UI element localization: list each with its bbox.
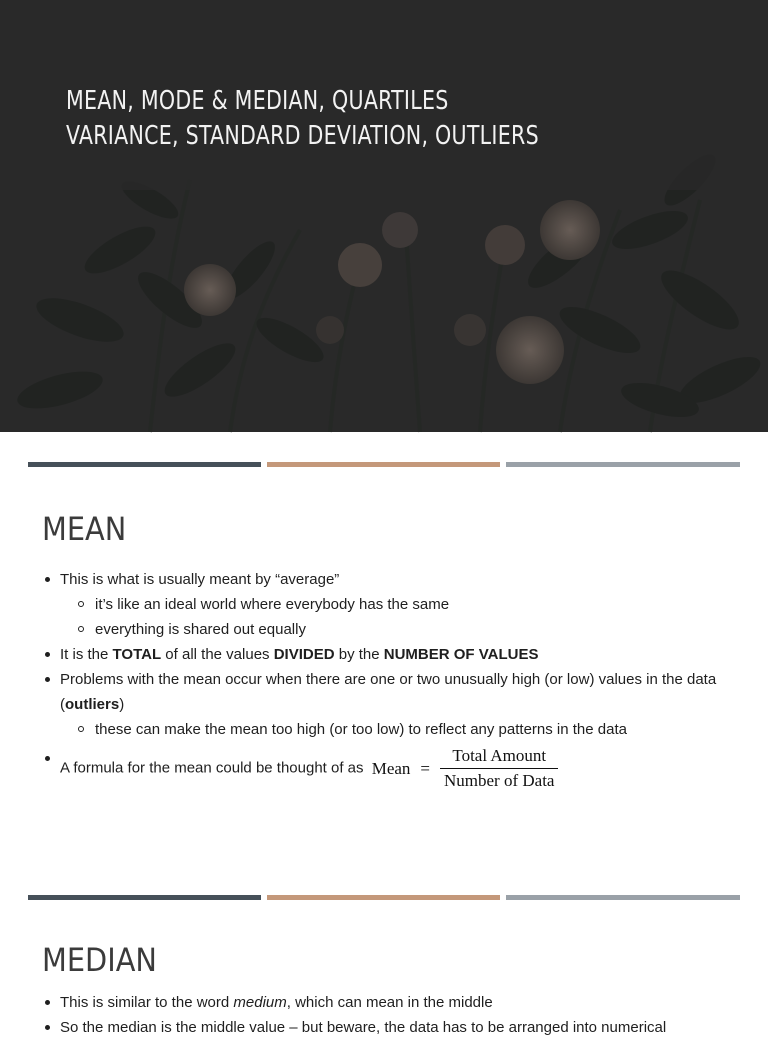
bullet-text: It is the [60, 646, 113, 663]
bullet-text: by the [334, 646, 384, 663]
formula-lhs: Mean [371, 759, 411, 778]
bullet-text: these can make the mean too high (or too low) to reflect any patterns in the data [95, 721, 627, 738]
bold-term: NUMBER OF VALUES [383, 646, 539, 663]
divider-bar-dark [28, 462, 261, 467]
list-item [42, 642, 742, 667]
floral-background-image [0, 0, 768, 432]
bullet-text: This is similar to the word [60, 994, 234, 1011]
list-item [42, 746, 742, 791]
formula-fraction [440, 746, 558, 791]
list-item [42, 717, 742, 742]
title-line-2: VARIANCE, STANDARD DEVIATION, OUTLIERS [66, 121, 539, 151]
list-item [42, 667, 742, 717]
formula-equals: = [420, 759, 431, 778]
mean-bullet-list [42, 567, 742, 791]
list-item [42, 990, 742, 1015]
title-line-1: MEAN, MODE & MEDIAN, QUARTILES [66, 86, 449, 116]
list-item [42, 617, 742, 642]
divider-bar-grey [506, 462, 740, 467]
bullet-text: everything is shared out equally [95, 621, 306, 638]
bullet-text: This is what is usually meant by “average” [60, 571, 340, 588]
bullet-text: ) [119, 696, 125, 713]
divider-bar-tan [267, 462, 500, 467]
bullet-text: Problems with the mean occur when there are one or two unusually high (or low) values in the data ( [60, 671, 717, 713]
divider-bar-dark [28, 895, 261, 900]
bullet-text: it’s like an ideal world where everybody has the same [95, 596, 450, 613]
divider-bars [28, 462, 740, 467]
median-bullet-list [42, 990, 742, 1036]
bullet-text: So the median is the middle value – but beware, the data has to be arranged into numerical [60, 1019, 667, 1036]
divider-bar-tan [267, 895, 500, 900]
formula-numerator: Total Amount [440, 746, 558, 769]
bullet-text: A formula for the mean could be thought of as [60, 759, 364, 777]
list-item [42, 567, 742, 592]
title-slide [0, 0, 768, 432]
list-item [42, 592, 742, 617]
bold-term: TOTAL [112, 646, 162, 663]
bold-term: outliers [65, 696, 120, 713]
presentation-title [66, 84, 726, 154]
formula-denominator: Number of Data [444, 771, 555, 790]
divider-bars [28, 895, 740, 900]
mean-formula [372, 746, 559, 791]
divider-bar-grey [506, 895, 740, 900]
mean-heading: MEAN [42, 510, 127, 548]
bullet-text: of all the values [161, 646, 274, 663]
bullet-text: , which can mean in the middle [286, 994, 493, 1011]
median-heading: MEDIAN [42, 941, 157, 979]
list-item [42, 1015, 742, 1040]
italic-term: medium [233, 994, 287, 1011]
bold-term: DIVIDED [273, 646, 335, 663]
